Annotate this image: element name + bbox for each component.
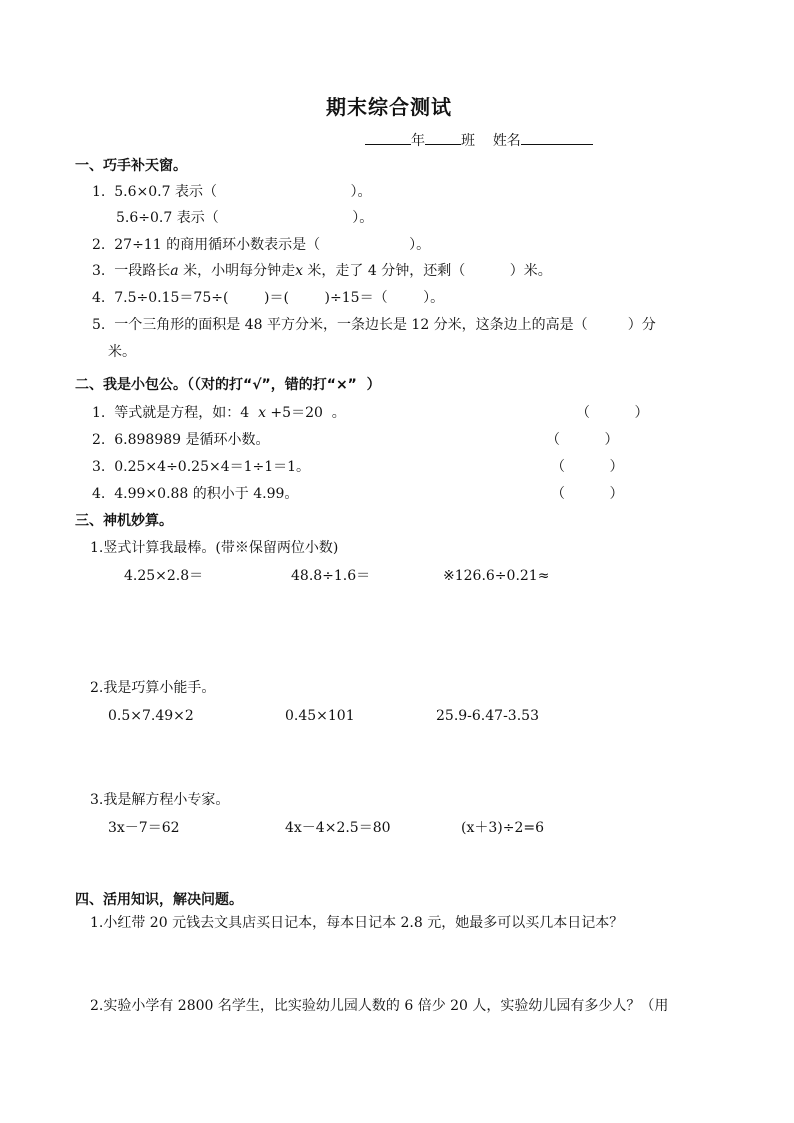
class-blank[interactable] — [425, 130, 461, 145]
s1-q3-part-a: 3. 一段路长 — [92, 263, 171, 279]
s3-sub1-item-1: 4.25×2.8＝ — [124, 568, 204, 584]
s2-item-1 — [92, 403, 346, 423]
s3-sub3-item-2: 4x－4×2.5＝80 — [285, 820, 391, 836]
name-label: 姓名 — [492, 133, 521, 149]
s3-sub2-title: 2.我是巧算小能手。 — [90, 680, 216, 696]
s1-question-2: 2. 27÷11 的商用循环小数表示是（ ）。 — [92, 237, 431, 253]
grade-label: 年 — [411, 133, 425, 149]
class-label: 班 — [461, 133, 475, 149]
s4-question-2: 2.实验小学有 2800 名学生，比实验幼儿园人数的 6 倍少 20 人，实验幼儿园有多少人？（用 — [90, 998, 669, 1014]
s2-answer-paren-1[interactable]: （ ） — [576, 405, 649, 421]
page-title: 期末综合测试 — [326, 95, 452, 119]
grade-blank[interactable] — [365, 130, 411, 145]
s1-question-5-line2: 米。 — [108, 344, 136, 360]
s1-q3-part-c: 米，走了 4 分钟，还剩（ ）米。 — [302, 263, 552, 279]
s2-item-1-var: x — [258, 405, 266, 421]
s2-answer-paren-2[interactable]: （ ） — [546, 432, 619, 448]
s4-question-1: 1.小红带 20 元钱去文具店买日记本，每本日记本 2.8 元，她最多可以买几本日记本？ — [90, 915, 624, 931]
section3-heading: 三、神机妙算。 — [75, 513, 173, 529]
s2-item-3: 3. 0.25×4÷0.25×4＝1÷1＝1。 — [92, 459, 311, 475]
s3-sub2-item-3: 25.9-6.47-3.53 — [436, 708, 539, 724]
s3-sub3-item-3: (x＋3)÷2=6 — [461, 820, 545, 836]
s1-q3-part-b: 米，小明每分钟走 — [178, 263, 296, 279]
s1-q3-var-a: a — [170, 263, 179, 279]
name-blank[interactable] — [521, 130, 593, 145]
s3-sub2-item-1: 0.5×7.49×2 — [108, 708, 194, 724]
s2-answer-paren-3[interactable]: （ ） — [551, 459, 624, 475]
student-info-line — [365, 130, 593, 151]
s1-question-4: 4. 7.5÷0.15＝75÷( )＝( )÷15＝（ ）。 — [92, 290, 445, 306]
s3-sub1-item-3: ※126.6÷0.21≈ — [443, 568, 550, 584]
s2-item-1-rest: +5＝20 。 — [265, 405, 346, 421]
s1-question-1a: 1. 5.6×0.7 表示（ ）。 — [92, 184, 372, 200]
s2-item-4: 4. 4.99×0.88 的积小于 4.99。 — [92, 486, 299, 502]
section4-heading: 四、活用知识，解决问题。 — [75, 892, 243, 908]
s1-q3-var-x: x — [295, 263, 303, 279]
s2-item-1-text: 1. 等式就是方程，如：4 — [92, 405, 259, 421]
section2-heading: 二、我是小包公。（（对的打“√”，错的打“×” ） — [75, 377, 381, 393]
s3-sub1-title: 1.竖式计算我最棒。(带※保留两位小数) — [90, 540, 339, 556]
s3-sub3-title: 3.我是解方程小专家。 — [90, 792, 230, 808]
section1-heading: 一、巧手补天窗。 — [75, 158, 187, 174]
s2-item-2: 2. 6.898989 是循环小数。 — [92, 432, 270, 448]
s2-answer-paren-4[interactable]: （ ） — [551, 486, 624, 502]
s3-sub3-item-1: 3x－7＝62 — [108, 820, 180, 836]
s3-sub1-item-2: 48.8÷1.6＝ — [291, 568, 371, 584]
s1-question-5-line1: 5. 一个三角形的面积是 48 平方分米，一条边长是 12 分米，这条边上的高是（ ）分 — [92, 317, 656, 333]
s1-question-3 — [92, 261, 552, 281]
s1-question-1b: 5.6÷0.7 表示（ ）。 — [116, 210, 374, 226]
s3-sub2-item-2: 0.45×101 — [285, 708, 355, 724]
